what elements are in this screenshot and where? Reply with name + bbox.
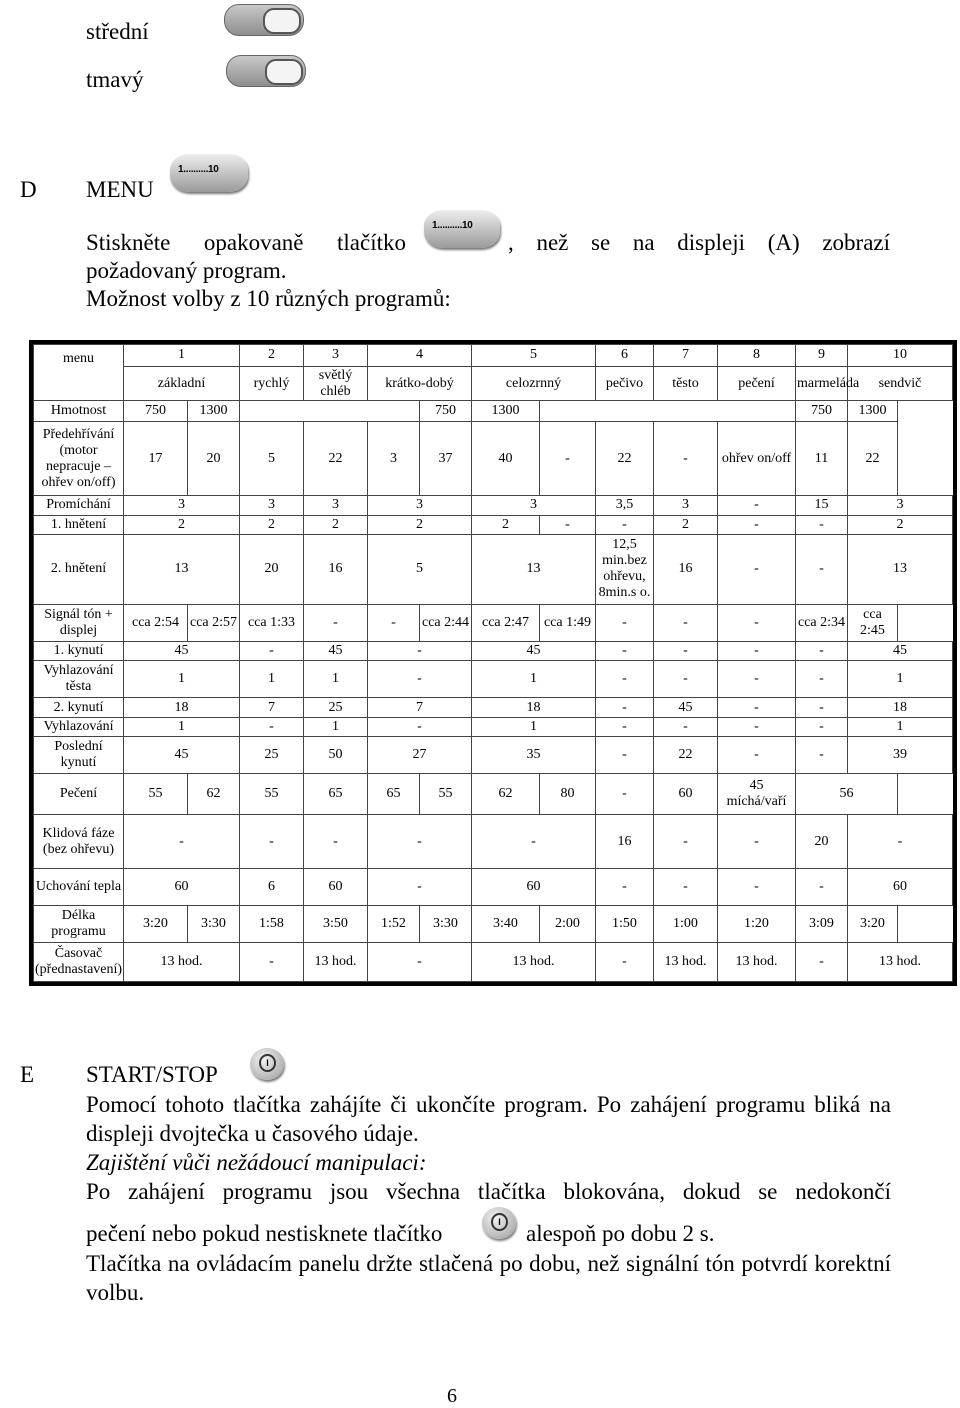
- section-d-para-start: Stiskněte opakovaně tlačítko: [86, 230, 406, 255]
- table-cell: 13: [472, 535, 596, 605]
- program-number-2: 2: [240, 345, 304, 367]
- table-cell: -: [796, 698, 848, 718]
- row-label-signal: Signál tón + displej: [34, 604, 124, 641]
- table-cell: -: [654, 422, 718, 496]
- table-cell: 7: [368, 698, 472, 718]
- table-cell: -: [796, 717, 848, 737]
- table-cell: 60: [124, 868, 240, 905]
- table-cell: 39: [848, 737, 953, 774]
- table-cell: 1: [848, 717, 953, 737]
- table-cell: -: [304, 815, 368, 868]
- table-cell: 1: [124, 661, 240, 698]
- crust-medium-icon: [224, 4, 304, 36]
- start-stop-icon: I: [250, 1048, 284, 1080]
- page-number: 6: [447, 1385, 457, 1407]
- table-cell: 45: [848, 641, 953, 661]
- section-e-italic-heading: Zajištění vůči nežádoucí manipulaci:: [86, 1150, 427, 1175]
- program-name-2: rychlý: [240, 366, 304, 401]
- table-cell: 16: [304, 535, 368, 605]
- table-cell: 60: [654, 774, 718, 815]
- program-name-10: sendvič: [848, 366, 953, 401]
- table-cell: 12,5 min.bez ohřevu, 8min.s o.: [596, 535, 654, 605]
- table-cell: -: [796, 942, 848, 981]
- program-name-9: marmeláda: [796, 366, 848, 401]
- table-cell: 3: [304, 496, 368, 516]
- table-cell: 3: [848, 496, 953, 516]
- table-cell: 1:52: [368, 905, 420, 942]
- table-cell: 2: [304, 515, 368, 535]
- table-cell: -: [240, 717, 304, 737]
- crust-dark-label: tmavý: [86, 67, 144, 92]
- table-cell: 45: [654, 698, 718, 718]
- table-cell: 16: [654, 535, 718, 605]
- table-cell: 62: [472, 774, 540, 815]
- start-stop-inline-icon: I: [482, 1207, 516, 1239]
- crust-dark-icon: [226, 55, 306, 87]
- table-cell: 13: [124, 535, 240, 605]
- table-cell: 3:40: [472, 905, 540, 942]
- table-cell: 16: [596, 815, 654, 868]
- table-cell: -: [240, 815, 304, 868]
- table-cell: -: [368, 942, 472, 981]
- table-cell: 13 hod.: [472, 942, 596, 981]
- table-cell: 1300: [848, 401, 898, 422]
- table-cell: 3,5: [596, 496, 654, 516]
- table-cell: 1: [848, 661, 953, 698]
- table-cell: -: [718, 641, 796, 661]
- section-d-para-end: , než se na displeji (A) zobrazí: [508, 230, 890, 255]
- section-e-paragraph-1: Pomocí tohoto tlačítka zahájíte či ukončíte program. Po zahájení programu bliká na displeji dvojtečka u časového údaje.: [86, 1092, 891, 1146]
- row-label-baking: Pečení: [34, 774, 124, 815]
- crust-medium-label: střední: [86, 19, 149, 44]
- table-cell: -: [596, 774, 654, 815]
- table-cell: 7: [240, 698, 304, 718]
- table-cell: 3:20: [124, 905, 188, 942]
- section-d-letter: D: [20, 177, 37, 202]
- table-cell: 35: [472, 737, 596, 774]
- table-cell: -: [240, 942, 304, 981]
- row-label-last-rising: Poslední kynutí: [34, 737, 124, 774]
- table-cell: 11: [796, 422, 848, 496]
- program-number-1: 1: [124, 345, 240, 367]
- table-cell: 22: [848, 422, 898, 496]
- program-name-1: základní: [124, 366, 240, 401]
- table-cell: -: [368, 717, 472, 737]
- table-cell: 2: [124, 515, 240, 535]
- table-cell: -: [718, 868, 796, 905]
- program-name-4: krátko-dobý: [368, 366, 472, 401]
- table-cell: 22: [654, 737, 718, 774]
- table-cell: 1:50: [596, 905, 654, 942]
- table-cell: 1: [472, 717, 596, 737]
- table-cell: 2: [848, 515, 953, 535]
- table-cell: -: [796, 535, 848, 605]
- table-cell: -: [796, 515, 848, 535]
- row-label-smoothing: Vyhlazování: [34, 717, 124, 737]
- table-cell: 15: [796, 496, 848, 516]
- table-cell: -: [718, 535, 796, 605]
- table-cell: 13 hod.: [848, 942, 953, 981]
- table-cell: -: [718, 496, 796, 516]
- table-cell: 60: [304, 868, 368, 905]
- table-cell: -: [596, 641, 654, 661]
- table-cell: -: [718, 604, 796, 641]
- row-label-rising-2: 2. kynutí: [34, 698, 124, 718]
- menu-button-inline-icon: 1..........10: [424, 210, 500, 248]
- table-cell: 45: [472, 641, 596, 661]
- table-cell: -: [368, 604, 420, 641]
- table-cell: 1:00: [654, 905, 718, 942]
- table-cell: cca 2:34: [796, 604, 848, 641]
- table-cell: cca 2:47: [472, 604, 540, 641]
- section-d-title: MENU: [86, 177, 154, 202]
- table-cell: -: [654, 717, 718, 737]
- row-label-dough-smoothing: Vyhlazování těsta: [34, 661, 124, 698]
- table-cell: 45 míchá/vaří: [718, 774, 796, 815]
- table-cell: 20: [188, 422, 240, 496]
- table-cell: -: [654, 604, 718, 641]
- table-cell: 3: [368, 496, 472, 516]
- table-cell: 1: [304, 717, 368, 737]
- table-cell: -: [654, 815, 718, 868]
- table-cell: 1300: [472, 401, 540, 422]
- table-cell: -: [368, 641, 472, 661]
- table-cell: -: [368, 868, 472, 905]
- table-cell: -: [596, 942, 654, 981]
- table-cell: 1: [304, 661, 368, 698]
- table-cell: -: [368, 661, 472, 698]
- row-label-rest-phase: Klidová fáze (bez ohřevu): [34, 815, 124, 868]
- table-cell: 750: [796, 401, 848, 422]
- section-e-paragraph-5: Tlačítka na ovládacím panelu držte stlačená po dobu, než signální tón potvrdí korektní volbu.: [86, 1251, 891, 1305]
- table-cell: -: [240, 641, 304, 661]
- table-cell: ohřev on/off: [718, 422, 796, 496]
- table-cell: 37: [420, 422, 472, 496]
- table-cell: 1:58: [240, 905, 304, 942]
- row-label-timer: Časovač (přednastavení): [34, 942, 124, 981]
- table-cell: 80: [540, 774, 596, 815]
- table-cell: 62: [188, 774, 240, 815]
- table-cell: 3: [240, 496, 304, 516]
- table-cell: -: [796, 661, 848, 698]
- table-cell: 22: [596, 422, 654, 496]
- program-number-5: 5: [472, 345, 596, 367]
- table-cell: 3: [368, 422, 420, 496]
- table-cell: cca 2:57: [188, 604, 240, 641]
- row-label-kneading-1: 1. hnětení: [34, 515, 124, 535]
- section-e-para4-end: alespoň po dobu 2 s.: [526, 1221, 715, 1246]
- program-number-9: 9: [796, 345, 848, 367]
- table-cell: -: [654, 641, 718, 661]
- table-cell: 18: [848, 698, 953, 718]
- table-cell: 65: [304, 774, 368, 815]
- table-cell: -: [654, 661, 718, 698]
- program-name-8: pečení: [718, 366, 796, 401]
- table-cell: 2: [240, 515, 304, 535]
- program-number-3: 3: [304, 345, 368, 367]
- program-number-6: 6: [596, 345, 654, 367]
- table-cell: 55: [420, 774, 472, 815]
- section-e-para4-start: pečení nebo pokud nestisknete tlačítko: [86, 1221, 443, 1246]
- table-cell: [540, 401, 796, 422]
- row-label-weight: Hmotnost: [34, 401, 124, 422]
- table-cell: -: [796, 737, 848, 774]
- table-cell: -: [596, 698, 654, 718]
- table-cell: 3:20: [848, 905, 898, 942]
- table-cell: -: [718, 815, 796, 868]
- table-cell: 3: [124, 496, 240, 516]
- table-cell: 13: [848, 535, 953, 605]
- table-cell: 3: [472, 496, 596, 516]
- table-cell: 60: [848, 868, 953, 905]
- table-cell: -: [304, 604, 368, 641]
- table-cell: 20: [240, 535, 304, 605]
- table-cell: -: [718, 717, 796, 737]
- table-cell: 750: [124, 401, 188, 422]
- table-cell: 6: [240, 868, 304, 905]
- table-cell: 1: [472, 661, 596, 698]
- table-cell: 13 hod.: [304, 942, 368, 981]
- program-number-4: 4: [368, 345, 472, 367]
- table-cell: -: [596, 661, 654, 698]
- row-label-program-length: Délka programu: [34, 905, 124, 942]
- table-cell: 2:00: [540, 905, 596, 942]
- table-cell: -: [540, 515, 596, 535]
- menu-button-icon: 1..........10: [170, 154, 248, 192]
- table-cell: 3:09: [796, 905, 848, 942]
- table-cell: 13 hod.: [654, 942, 718, 981]
- row-label-preheat: Předehřívání (motor nepracuje – ohřev on/off): [34, 422, 124, 496]
- table-cell: [240, 401, 420, 422]
- table-cell: -: [718, 661, 796, 698]
- table-cell: 20: [796, 815, 848, 868]
- table-cell: 45: [124, 641, 240, 661]
- table-cell: -: [718, 515, 796, 535]
- table-cell: -: [540, 422, 596, 496]
- table-cell: 55: [124, 774, 188, 815]
- table-cell: -: [596, 515, 654, 535]
- section-e-paragraph-3: Po zahájení programu jsou všechna tlačítka blokována, dokud se nedokončí: [86, 1179, 891, 1204]
- table-cell: -: [596, 604, 654, 641]
- table-cell: 2: [654, 515, 718, 535]
- table-cell: 18: [472, 698, 596, 718]
- table-cell: 13 hod.: [124, 942, 240, 981]
- row-label-mixing: Promíchání: [34, 496, 124, 516]
- row-label-keep-warm: Uchování tepla: [34, 868, 124, 905]
- program-name-7: těsto: [654, 366, 718, 401]
- table-cell: -: [796, 868, 848, 905]
- table-cell: -: [796, 641, 848, 661]
- table-cell: 2: [472, 515, 540, 535]
- table-cell: -: [718, 737, 796, 774]
- table-cell: 3:30: [188, 905, 240, 942]
- table-cell: 55: [240, 774, 304, 815]
- table-cell: -: [654, 868, 718, 905]
- section-d-para-line2: požadovaný program.: [86, 258, 287, 283]
- table-cell: -: [848, 815, 953, 868]
- table-cell: 1:20: [718, 905, 796, 942]
- table-cell: cca 2:44: [420, 604, 472, 641]
- table-cell: 56: [796, 774, 898, 815]
- table-cell: 750: [420, 401, 472, 422]
- table-cell: 50: [304, 737, 368, 774]
- table-cell: 3:30: [420, 905, 472, 942]
- table-cell: -: [368, 815, 472, 868]
- table-cell: 13 hod.: [718, 942, 796, 981]
- section-e-title: START/STOP: [86, 1062, 218, 1087]
- table-cell: 40: [472, 422, 540, 496]
- section-e-letter: E: [20, 1062, 35, 1087]
- table-cell: 65: [368, 774, 420, 815]
- table-cell: 60: [472, 868, 596, 905]
- table-cell: 18: [124, 698, 240, 718]
- program-number-8: 8: [718, 345, 796, 367]
- row-label-kneading-2: 2. hnětení: [34, 535, 124, 605]
- table-cell: 45: [124, 737, 240, 774]
- table-cell: 2: [368, 515, 472, 535]
- row-label-rising-1: 1. kynutí: [34, 641, 124, 661]
- table-cell: -: [472, 815, 596, 868]
- table-cell: 1: [124, 717, 240, 737]
- table-cell: 1: [240, 661, 304, 698]
- table-cell: cca 2:54: [124, 604, 188, 641]
- table-cell: 25: [304, 698, 368, 718]
- table-cell: -: [596, 717, 654, 737]
- program-table: [29, 340, 957, 986]
- program-name-5: celozrnný: [472, 366, 596, 401]
- table-cell: -: [596, 737, 654, 774]
- table-cell: 27: [368, 737, 472, 774]
- section-d-para-line3: Možnost volby z 10 různých programů:: [86, 286, 451, 311]
- table-cell: 22: [304, 422, 368, 496]
- table-cell: -: [124, 815, 240, 868]
- program-name-6: pečivo: [596, 366, 654, 401]
- program-number-10: 10: [848, 345, 953, 367]
- table-cell: 1300: [188, 401, 240, 422]
- program-number-7: 7: [654, 345, 718, 367]
- table-cell: cca 2:45: [848, 604, 898, 641]
- table-cell: cca 1:33: [240, 604, 304, 641]
- program-name-3: světlý chléb: [304, 366, 368, 401]
- table-cell: 25: [240, 737, 304, 774]
- table-cell: -: [596, 868, 654, 905]
- table-cell: 5: [368, 535, 472, 605]
- table-corner-menu: menu: [34, 345, 124, 401]
- table-cell: 45: [304, 641, 368, 661]
- table-cell: cca 1:49: [540, 604, 596, 641]
- table-cell: 3: [654, 496, 718, 516]
- table-cell: 17: [124, 422, 188, 496]
- table-cell: 5: [240, 422, 304, 496]
- table-cell: -: [718, 698, 796, 718]
- table-cell: 3:50: [304, 905, 368, 942]
